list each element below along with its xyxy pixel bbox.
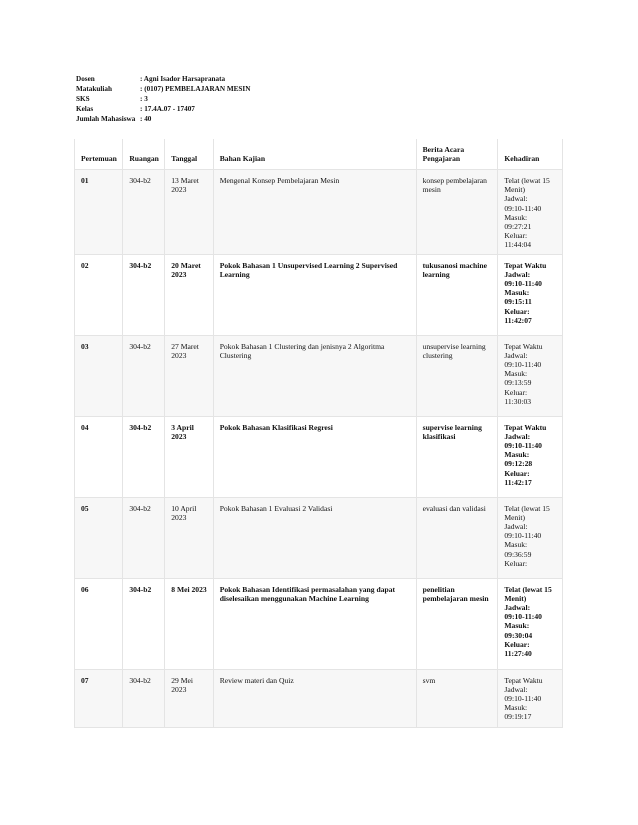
cell-berita-acara: unsupervise learning clustering: [416, 335, 498, 416]
cell-kehadiran: [498, 335, 563, 416]
kehadiran-line: Tepat Waktu: [504, 260, 547, 270]
kehadiran-line: Jadwal:: [504, 522, 528, 532]
info-row-matakuliah: Matakuliah : (0107) PEMBELAJARAN MESIN: [76, 85, 251, 93]
cell-kehadiran: [498, 254, 563, 335]
kehadiran-line: 11:44:04: [504, 240, 532, 250]
cell-tanggal: 13 Maret 2023: [165, 170, 213, 255]
kehadiran-line: Jadwal:: [504, 350, 528, 360]
kehadiran-line: Telat (lewat 15 Menit): [504, 584, 552, 603]
kehadiran-line: Masuk:: [504, 540, 528, 550]
table-row: [75, 669, 563, 727]
cell-bahan-kajian: Review materi dan Quiz: [213, 669, 416, 727]
kehadiran-line: Jadwal:: [504, 269, 531, 279]
cell-tanggal: 10 April 2023: [165, 497, 213, 578]
cell-pertemuan: 06: [75, 578, 123, 669]
cell-bahan-kajian: Pokok Bahasan Klasifikasi Regresi: [213, 416, 416, 497]
cell-bahan-kajian: Pokok Bahasan Identifikasi permasalahan yang dapat diselesaikan menggunakan Machine Learning: [213, 578, 416, 669]
cell-pertemuan: 04: [75, 416, 123, 497]
header-bahan-kajian: Bahan Kajian: [213, 139, 416, 170]
kehadiran-line: 11:30:03: [504, 396, 532, 406]
kehadiran-line: Telat (lewat 15 Menit): [504, 176, 550, 195]
cell-berita-acara: supervise learning klasifikasi: [416, 416, 498, 497]
header-ruangan: Ruangan: [123, 139, 165, 170]
table-row: [75, 497, 563, 578]
table-header-row: [75, 139, 563, 170]
kehadiran-line: 09:10-11:40: [504, 360, 542, 370]
kehadiran-line: Keluar:: [504, 639, 530, 649]
kehadiran-line: Masuk:: [504, 621, 530, 631]
kehadiran-line: Tepat Waktu: [504, 341, 543, 351]
info-row-jumlah: Jumlah Mahasiswa : 40: [76, 115, 152, 123]
kehadiran-line: 09:10-11:40: [504, 612, 542, 622]
kehadiran-line: 09:19:17: [504, 712, 532, 722]
cell-ruangan: 304-b2: [123, 416, 165, 497]
table-row: [75, 335, 563, 416]
kehadiran-line: Tepat Waktu: [504, 675, 543, 685]
kehadiran-line: 09:10-11:40: [504, 203, 542, 213]
table-row: [75, 254, 563, 335]
info-row-sks: SKS : 3: [76, 95, 148, 103]
cell-pertemuan: 02: [75, 254, 123, 335]
kehadiran-line: Telat (lewat 15 Menit): [504, 503, 550, 522]
table-row: [75, 170, 563, 255]
cell-pertemuan: 01: [75, 170, 123, 255]
cell-bahan-kajian: Pokok Bahasan 1 Evaluasi 2 Validasi: [213, 497, 416, 578]
kehadiran-line: Masuk:: [504, 703, 528, 713]
kehadiran-line: 09:13:59: [504, 378, 532, 388]
cell-pertemuan: 03: [75, 335, 123, 416]
kehadiran-line: Jadwal:: [504, 684, 528, 694]
attendance-table: [74, 139, 563, 728]
cell-ruangan: 304-b2: [123, 335, 165, 416]
kehadiran-line: 09:10-11:40: [504, 441, 542, 451]
cell-tanggal: 29 Mei 2023: [165, 669, 213, 727]
cell-bahan-kajian: Pokok Bahasan 1 Clustering dan jenisnya 2 Algoritma Clustering: [213, 335, 416, 416]
kehadiran-line: Tepat Waktu: [504, 422, 547, 432]
table-body: [75, 170, 563, 728]
cell-kehadiran: [498, 170, 563, 255]
header-tanggal: Tanggal: [165, 139, 213, 170]
cell-tanggal: 27 Maret 2023: [165, 335, 213, 416]
header-pertemuan: Pertemuan: [75, 139, 123, 170]
cell-pertemuan: 07: [75, 669, 123, 727]
kehadiran-line: 09:10-11:40: [504, 531, 542, 541]
kehadiran-line: Keluar:: [504, 306, 530, 316]
info-row-kelas: Kelas : 17.4A.07 - 17407: [76, 105, 195, 113]
cell-bahan-kajian: Mengenal Konsep Pembelajaran Mesin: [213, 170, 416, 255]
course-info: [76, 74, 250, 124]
kehadiran-line: Keluar:: [504, 231, 528, 241]
cell-ruangan: 304-b2: [123, 669, 165, 727]
cell-ruangan: 304-b2: [123, 578, 165, 669]
info-row-dosen: Dosen : Agni Isador Harsapranata: [76, 75, 226, 83]
cell-tanggal: 8 Mei 2023: [165, 578, 213, 669]
cell-kehadiran: [498, 578, 563, 669]
cell-bahan-kajian: Pokok Bahasan 1 Unsupervised Learning 2 Supervised Learning: [213, 254, 416, 335]
cell-berita-acara: penelitian pembelajaran mesin: [416, 578, 498, 669]
kehadiran-line: 09:10-11:40: [504, 279, 542, 289]
kehadiran-line: 09:10-11:40: [504, 694, 542, 704]
cell-ruangan: 304-b2: [123, 254, 165, 335]
kehadiran-line: 11:42:17: [504, 477, 532, 487]
cell-tanggal: 3 April 2023: [165, 416, 213, 497]
header-kehadiran: Kehadiran: [498, 139, 563, 170]
kehadiran-line: 09:27:21: [504, 222, 532, 232]
kehadiran-line: Keluar:: [504, 387, 528, 397]
cell-ruangan: 304-b2: [123, 170, 165, 255]
table-row: [75, 416, 563, 497]
cell-berita-acara: evaluasi dan validasi: [416, 497, 498, 578]
cell-kehadiran: [498, 416, 563, 497]
cell-kehadiran: [498, 669, 563, 727]
cell-kehadiran: [498, 497, 563, 578]
kehadiran-line: Masuk:: [504, 369, 528, 379]
header-berita-acara: Berita Acara Pengajaran: [416, 139, 498, 170]
cell-berita-acara: svm: [416, 669, 498, 727]
cell-berita-acara: konsep pembelajaran mesin: [416, 170, 498, 255]
kehadiran-line: Keluar:: [504, 558, 528, 568]
kehadiran-line: Masuk:: [504, 450, 530, 460]
cell-tanggal: 20 Maret 2023: [165, 254, 213, 335]
cell-berita-acara: tukusanosi machine learning: [416, 254, 498, 335]
kehadiran-line: Keluar:: [504, 468, 530, 478]
table-row: [75, 578, 563, 669]
kehadiran-line: 09:12:28: [504, 459, 533, 469]
kehadiran-line: Jadwal:: [504, 194, 528, 204]
kehadiran-line: Jadwal:: [504, 603, 531, 613]
kehadiran-line: 09:15:11: [504, 297, 532, 307]
kehadiran-line: Masuk:: [504, 212, 528, 222]
kehadiran-line: Masuk:: [504, 288, 530, 298]
cell-ruangan: 304-b2: [123, 497, 165, 578]
cell-pertemuan: 05: [75, 497, 123, 578]
kehadiran-line: 11:42:07: [504, 315, 532, 325]
kehadiran-line: 11:27:40: [504, 649, 532, 659]
kehadiran-line: 09:30:04: [504, 630, 533, 640]
kehadiran-line: Jadwal:: [504, 431, 531, 441]
kehadiran-line: 09:36:59: [504, 549, 532, 559]
